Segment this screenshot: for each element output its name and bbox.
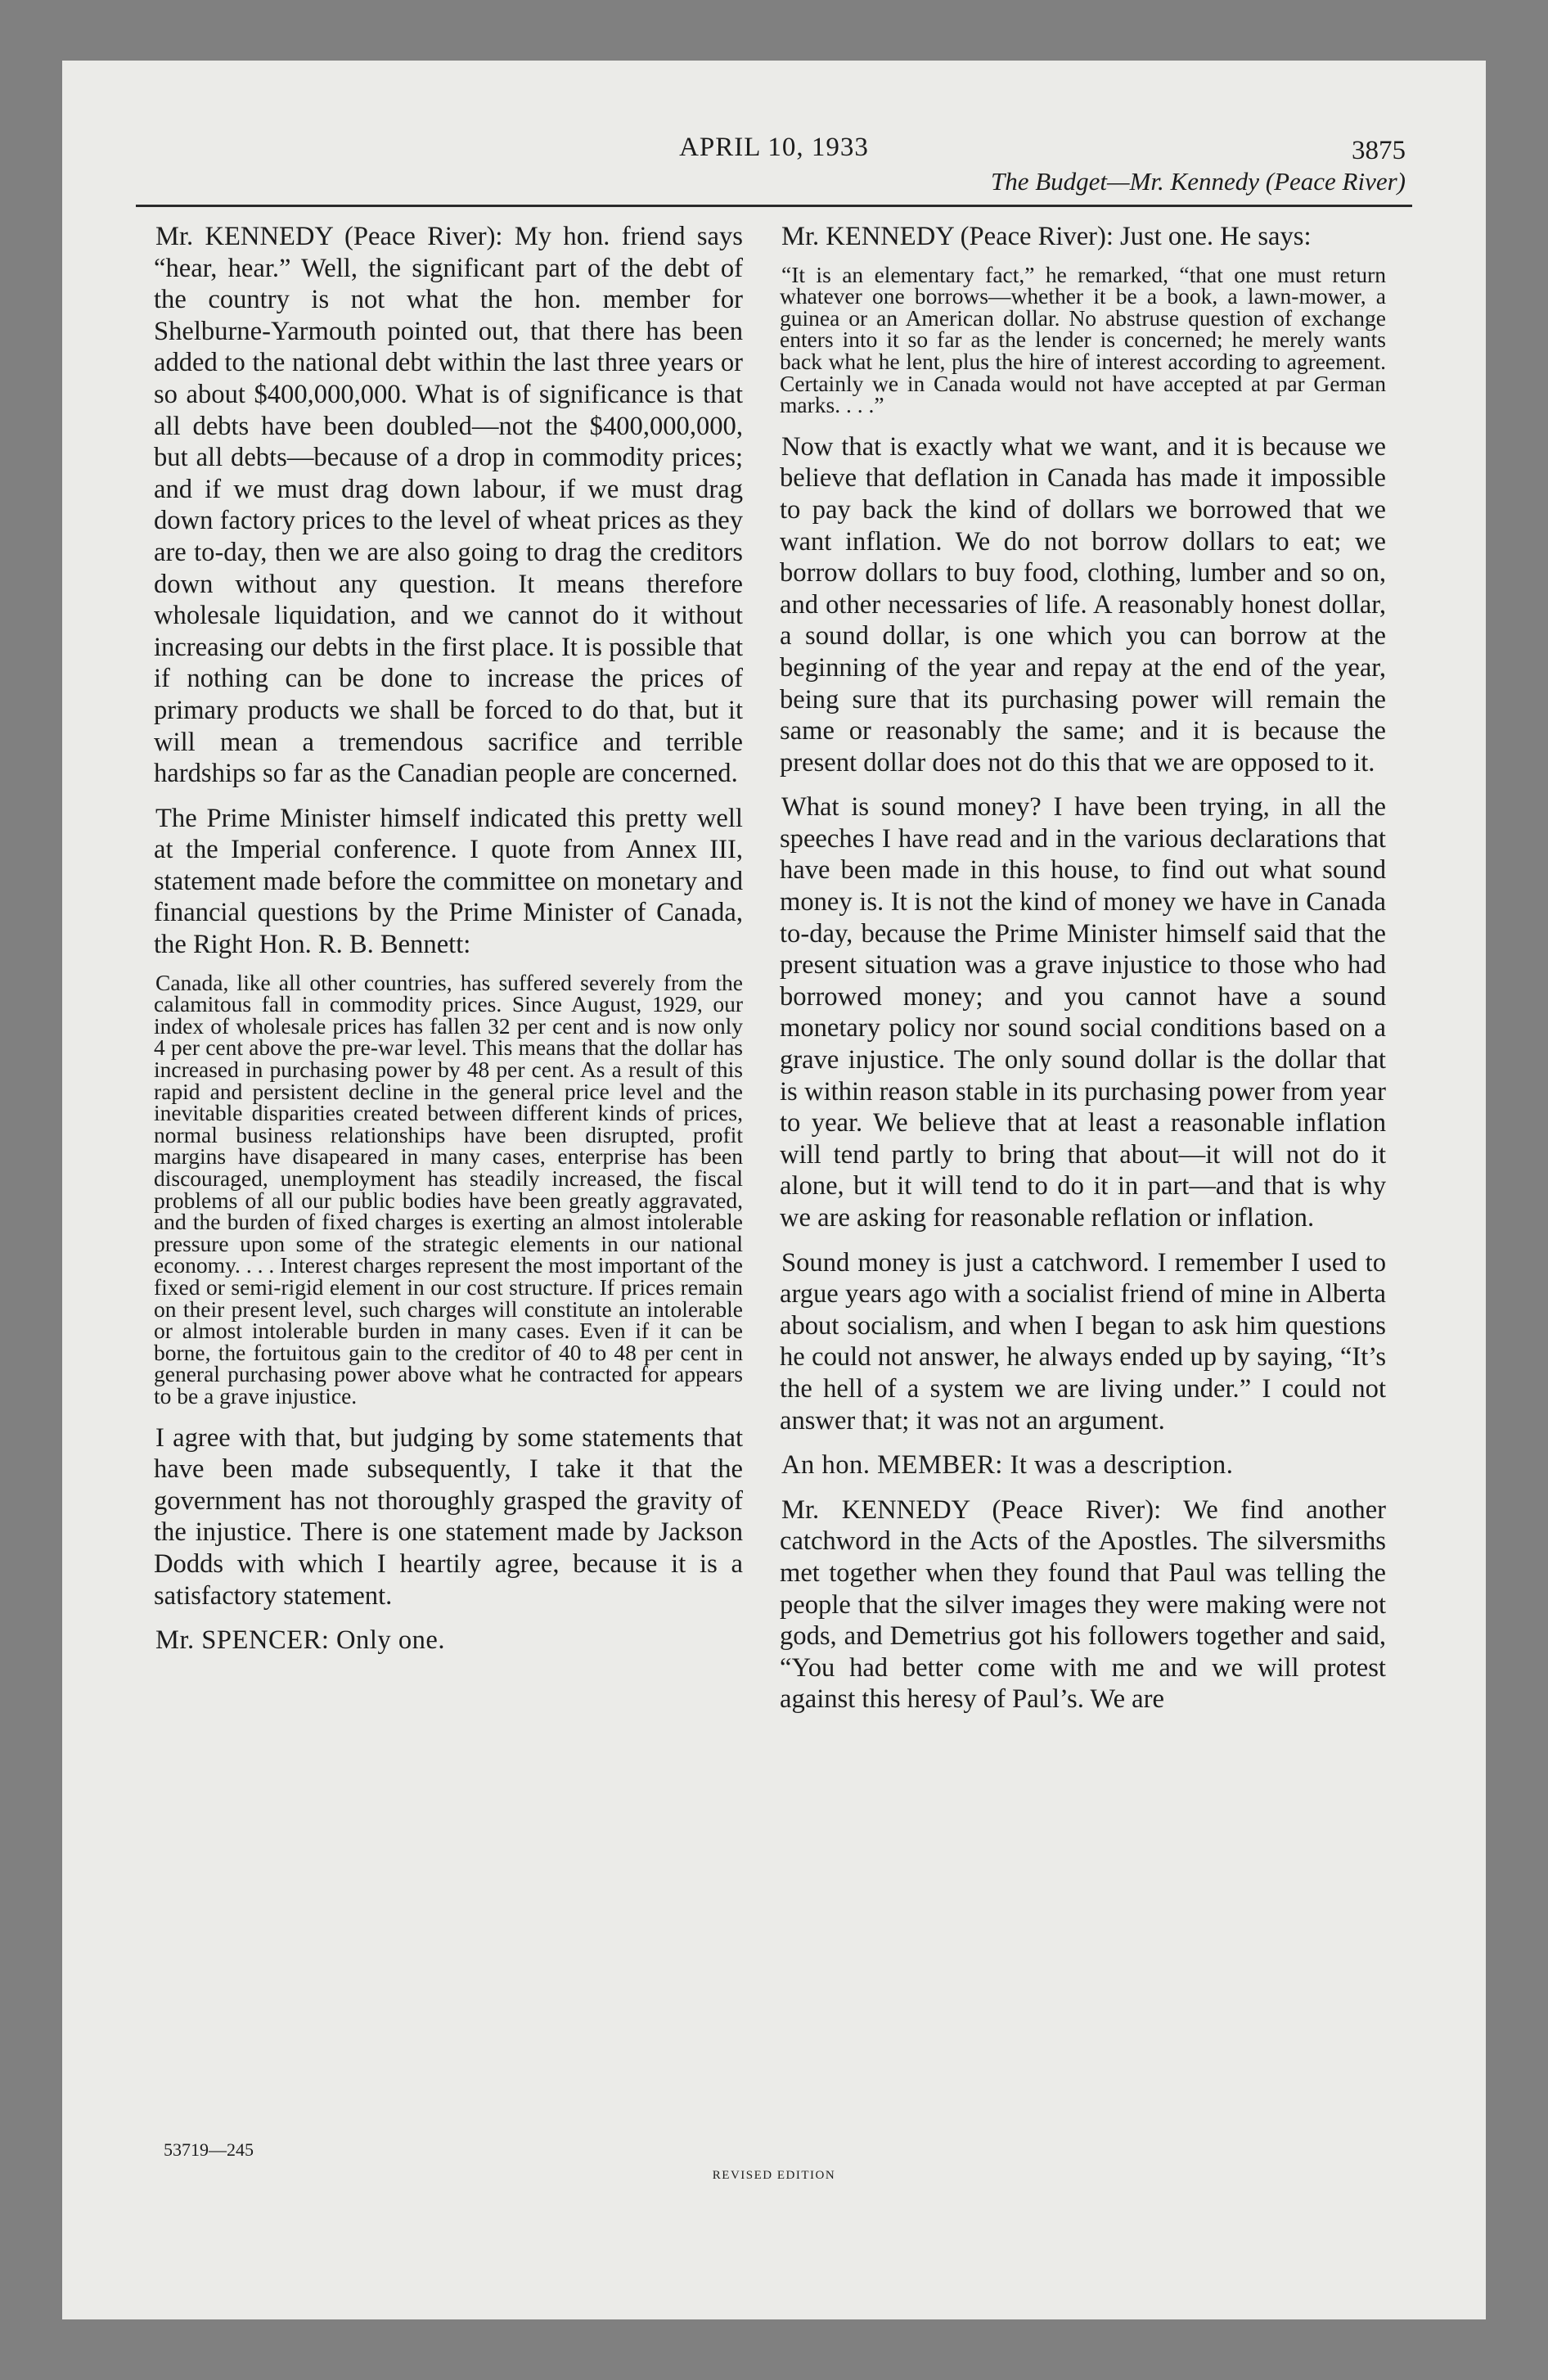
- block-quote: “It is an elementary fact,” he remarked, “that one must return whatever one borrows—whether it be a book, a lawn-mower, a guinea or an American dollar. No abstruse question of exchange enters into it so far as the lender is concerned; he merely wants back what he lent, plus the hire of interest according to agreement. Certainly we in Canada would not have accepted at par German marks. . . .”: [780, 261, 1386, 418]
- paragraph: I agree with that, but judging by some statements that have been made subsequently, I take it that the government has not thoroughly grasped the gravity of the injustice. There is one statement made by Jackson Dodds with which I heartily agree, because it is a satisfactory statement.: [154, 1422, 743, 1611]
- header-rule: [136, 205, 1412, 207]
- paragraph: Mr. KENNEDY (Peace River): My hon. friend says “hear, hear.” Well, the significant part of the debt of the country is not what the hon. member for Shelburne-Yarmouth pointed out, that there has been added to the national debt within the last three years or so about $400,000,000. What is of significance is that all debts have been doubled—not the $400,000,000, but all debts—because of a drop in commodity prices; and if we must drag down labour, if we must drag down factory prices to the level of wheat prices as they are to-day, then we are also going to drag the creditors down without any question. It means therefore wholesale liquidation, and we cannot do it without increasing our debts in the first place. It is possible that if nothing can be done to increase the prices of primary products we shall be forced to do that, but it will mean a tremendous sacrifice and terrible hardships so far as the Canadian people are concerned.: [154, 222, 743, 789]
- edition-label: REVISED EDITION: [712, 2169, 836, 2182]
- interjection: Mr. SPENCER: Only one.: [155, 1625, 446, 1656]
- page-header: [136, 133, 1412, 206]
- header-date: APRIL 10, 1933: [679, 133, 869, 162]
- page-number: 3875: [1352, 136, 1406, 165]
- paragraph: Now that is exactly what we want, and it is because we believe that deflation in Canada has made it impossible to pay back the kind of dollars we borrowed that we want inflation. We do not borrow dollars to eat; we borrow dollars to buy food, clothing, lumber and so on, and other necessaries of life. A reasonably honest dollar, a sound dollar, is one which you can borrow at the beginning of the year and repay at the end of the year, being sure that its purchasing power will remain the same or reasonably the same; and it is because the present dollar does not do this that we are opposed to it.: [780, 431, 1386, 778]
- paragraph: The Prime Minister himself indicated this pretty well at the Imperial conference. I quote from Annex III, statement made before the committee on monetary and financial questions by the Prime Minister of Canada, the Right Hon. R. B. Bennett:: [154, 803, 743, 960]
- paragraph: Sound money is just a catchword. I remember I used to argue years ago with a socialist friend of mine in Alberta about socialism, and when I began to ask him questions he could not answer, he always ended up by saying, “It’s the hell of a system we are living under.” I could not answer that; it was not an argument.: [780, 1247, 1386, 1436]
- print-code: 53719—245: [164, 2139, 254, 2160]
- paragraph: Mr. KENNEDY (Peace River): We find another catchword in the Acts of the Apostles. The silversmiths met together when they found that Paul was telling the people that the silver images they were making were not gods, and Demetrius got his followers together and said, “You had better come with me and we will protest against this heresy of Paul’s. We are: [780, 1494, 1386, 1715]
- paragraph: Mr. KENNEDY (Peace River): Just one. He says:: [781, 222, 1312, 251]
- block-quote: Canada, like all other countries, has suffered severely from the calamitous fall in commodity prices. Since August, 1929, our index of wholesale prices has fallen 32 per cent and is now only 4 per cent above the pre-war level. This means that the dollar has increased in purchasing power by 48 per cent. As a result of this rapid and persistent decline in the general price level and the inevitable disparities created between different kinds of prices, normal business relationships have been disrupted, profit margins have disapeared in many cases, enterprise has been discouraged, unemployment has steadily increased, the fiscal problems of all our public bodies have been greatly aggravated, and the burden of fixed charges is exerting an almost intolerable pressure upon some of the strategic elements in our national economy. . . . Interest charges represent the most important of the fixed or semi-rigid element in our cost structure. If prices remain on their present level, such charges will constitute an intolerable or almost intolerable burden in many cases. Even if it can be borne, the fortuitous gain to the creditor of 40 to 48 per cent in general purchasing power above what he contracted for appears to be a grave injustice.: [154, 969, 743, 1409]
- paragraph: What is sound money? I have been trying, in all the speeches I have read and in the various declarations that have been made in this house, to find out what sound money is. It is not the kind of money we have in Canada to-day, because the Prime Minister himself said that the present situation was a grave injustice to those who had borrowed money; and you cannot have a sound monetary policy nor sound social conditions based on a grave injustice. The only sound dollar is the dollar that is within reason stable in its purchasing power from year to year. We believe that at least a reasonable inflation will tend partly to bring that about—it will not do it alone, but it will tend to do it in part—and that is why we are asking for reasonable reflation or inflation.: [780, 792, 1386, 1233]
- right-column: [780, 221, 1386, 1715]
- running-subtitle: The Budget—Mr. Kennedy (Peace River): [990, 167, 1406, 196]
- interjection: An hon. MEMBER: It was a description.: [781, 1450, 1234, 1481]
- left-column: [154, 221, 743, 1657]
